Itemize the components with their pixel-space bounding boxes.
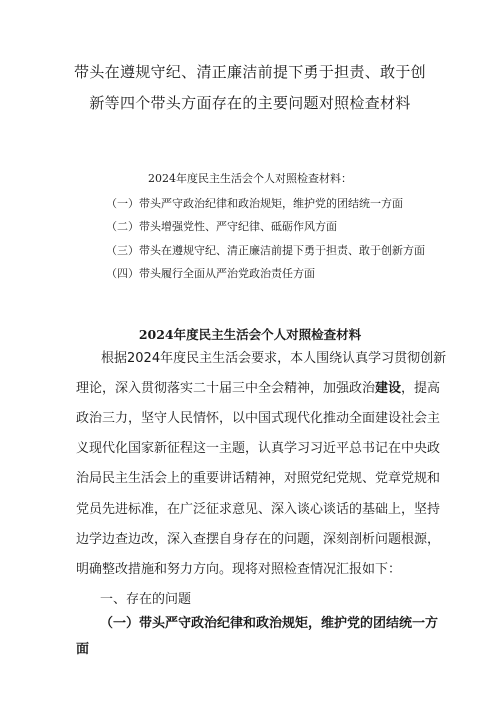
- paragraph-line-5: 治局民主生活会上的重要讲话精神，对照党纪党规、党章党规和: [76, 471, 441, 486]
- paragraph-line-1: 根据2024年度民主生活会要求，本人围绕认真学习贯彻创新: [101, 351, 447, 366]
- subheading-existing-problems: 一、存在的问题: [100, 592, 192, 607]
- paragraph-line-6: 党员先进标准，在广泛征求意见、深入谈心谈话的基础上，坚持: [76, 502, 441, 517]
- paragraph-line-2-bold-text: 建设: [375, 381, 402, 396]
- toc-heading: 2024年度民主生活会个人对照检查材料：: [148, 172, 352, 185]
- document-title-line-2: 新等四个带头方面存在的主要问题对照检查材料: [89, 94, 411, 112]
- toc-item-4: （四）带头履行全面从严治党政治责任方面: [106, 267, 315, 280]
- subheading-political-discipline: （一）带头严守政治纪律和政治规矩，维护党的团结统一方: [100, 616, 439, 631]
- paragraph-line-7: 边学边查边改，深入查摆自身存在的问题，深刻剖析问题根源，: [76, 532, 441, 547]
- toc-item-1: （一）带头严守政治纪律和政治规矩，维护党的团结统一方面: [106, 197, 403, 210]
- subheading-political-discipline-continued: 面: [76, 642, 90, 657]
- document-title-line-1: 带头在遵规守纪、清正廉洁前提下勇于担责、敢于创: [74, 63, 426, 81]
- paragraph-line-3: 政治三力，坚守人民情怀，以中国式现代化推动全面建设社会主: [76, 411, 441, 426]
- paragraph-line-2-text-c: ，提高: [401, 381, 441, 396]
- toc-item-2: （二）带头增强党性、严守纪律、砥砺作风方面: [106, 220, 337, 233]
- paragraph-line-2-text-a: 理论，深入贯彻落实二十届三中全会精神，加强政治: [76, 381, 376, 396]
- paragraph-line-8: 明确整改措施和努力方向。现将对照检查情况汇报如下：: [76, 562, 402, 577]
- toc-item-3: （三）带头在遵规守纪、清正廉洁前提下勇于担责、敢于创新方面: [106, 244, 425, 257]
- paragraph-line-2: [76, 381, 441, 397]
- paragraph-line-4: 义现代化国家新征程这一主题，认真学习习近平总书记在中央政: [76, 441, 441, 456]
- section-heading: 2024年度民主生活会个人对照检查材料: [138, 327, 362, 342]
